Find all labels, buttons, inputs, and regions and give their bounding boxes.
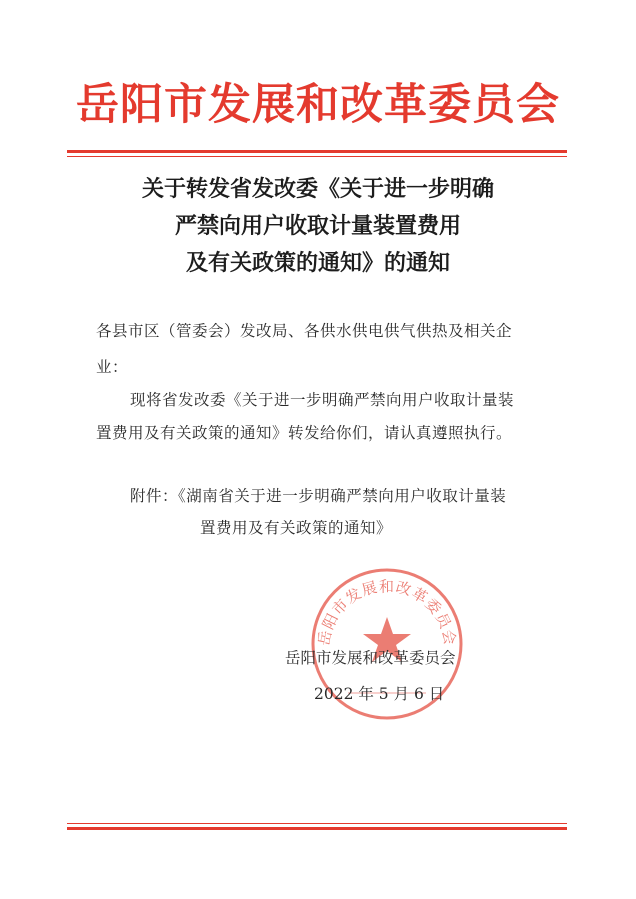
recipients-line-1: 各县市区（管委会）发改局、各供水供电供气供热及相关企 [96, 322, 513, 340]
recipients-line-2: 业： [96, 358, 129, 376]
document-title-line-1: 关于转发省发改委《关于进一步明确 [141, 176, 494, 202]
attachment-line-1: 附件：《湖南省关于进一步明确严禁向用户收取计量装 [130, 487, 507, 505]
signature-organization: 岳阳市发展和改革委员会 [285, 649, 456, 667]
header-rule-thin [67, 156, 567, 157]
attachment-line-2: 置费用及有关政策的通知》 [200, 519, 393, 537]
content-line-2: 置费用及有关政策的通知》转发给你们，请认真遵照执行。 [96, 424, 513, 442]
header-rule-thick [67, 150, 567, 153]
agency-header-title: 岳阳市发展和改革委员会 [76, 80, 560, 130]
footer-rule-thick [67, 827, 567, 830]
content-line-1: 现将省发改委《关于进一步明确严禁向用户收取计量装 [130, 391, 515, 409]
document-title-line-2: 严禁向用户收取计量装置费用 [174, 213, 461, 239]
document-title-line-3: 及有关政策的通知》的通知 [185, 250, 450, 276]
svg-text:岳阳市发展和改革委员会: 岳阳市发展和改革委员会 [314, 577, 460, 648]
signature-date: 2022 年 5 月 6 日 [314, 685, 445, 703]
footer-rule-thin [67, 823, 567, 824]
